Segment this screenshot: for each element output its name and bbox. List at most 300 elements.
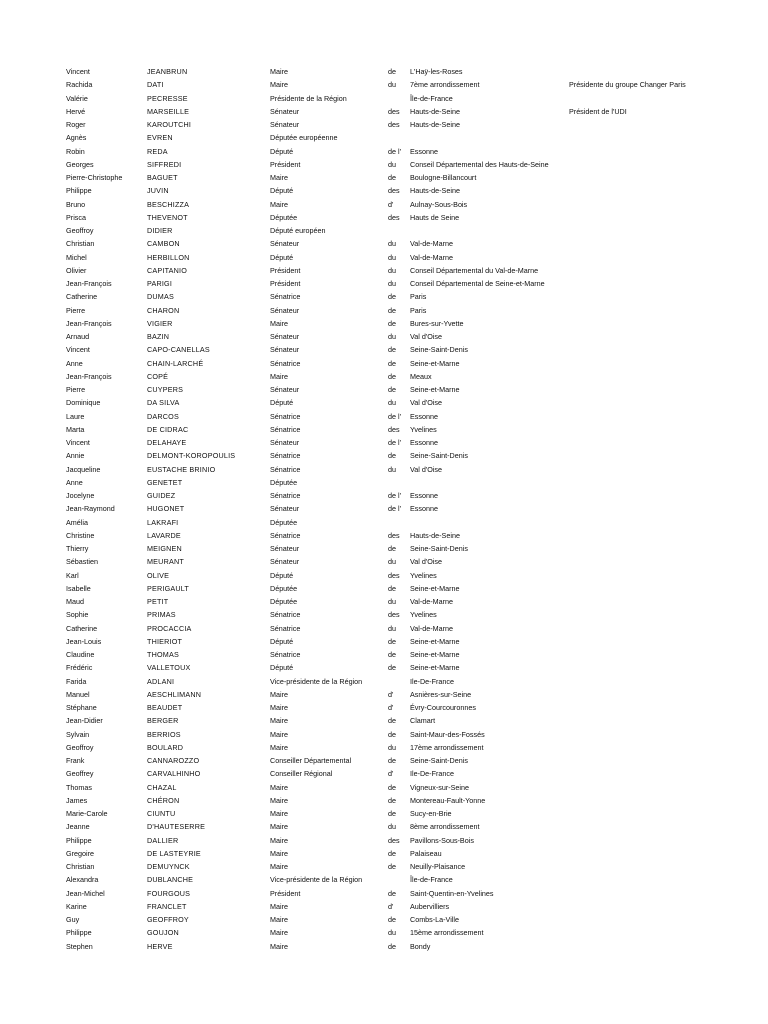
list-row: [0, 410, 768, 423]
role-cell: Député: [270, 252, 294, 262]
list-row: [0, 304, 768, 317]
last-name-cell: VALLETOUX: [147, 663, 191, 673]
place-cell: Bures-sur-Yvette: [410, 318, 464, 328]
place-cell: Vigneux-sur-Seine: [410, 782, 469, 792]
last-name-cell: DUBLANCHE: [147, 875, 194, 885]
role-cell: Député: [270, 186, 294, 196]
preposition-cell: de: [388, 782, 396, 792]
preposition-cell: des: [388, 120, 400, 129]
list-row: [0, 767, 768, 780]
role-cell: Président: [270, 265, 301, 275]
role-cell: Sénatrice: [270, 424, 301, 434]
role-cell: Présidente de la Région: [270, 93, 347, 103]
place-cell: Essonne: [410, 438, 438, 447]
preposition-cell: du: [388, 265, 396, 275]
last-name-cell: REDA: [147, 146, 168, 156]
extra-title-cell: Président de l'UDI: [569, 106, 627, 116]
preposition-cell: du: [388, 928, 396, 938]
place-cell: Val-de-Marne: [410, 623, 454, 633]
place-cell: Saint-Quentin-en-Yvelines: [410, 888, 494, 898]
list-row: [0, 714, 768, 727]
list-row: [0, 582, 768, 595]
first-name-cell: Prisca: [66, 212, 86, 222]
role-cell: Député: [270, 146, 294, 156]
preposition-cell: de: [388, 173, 396, 182]
last-name-cell: THIERIOT: [147, 636, 183, 646]
list-row: [0, 330, 768, 343]
place-cell: Ile-De-France: [410, 676, 454, 686]
last-name-cell: CANNAROZZO: [147, 756, 200, 765]
last-name-cell: DEMUYNCK: [147, 862, 190, 871]
role-cell: Député: [270, 663, 294, 673]
list-row: [0, 78, 768, 91]
last-name-cell: MEIGNEN: [147, 544, 182, 553]
last-name-cell: CHÉRON: [147, 795, 180, 805]
first-name-cell: Christian: [66, 862, 95, 871]
preposition-cell: du: [388, 464, 396, 474]
preposition-cell: de l': [388, 146, 401, 156]
last-name-cell: HERVE: [147, 941, 173, 951]
list-row: [0, 648, 768, 661]
preposition-cell: du: [388, 279, 396, 288]
first-name-cell: James: [66, 795, 88, 805]
place-cell: Val d'Oise: [410, 332, 442, 341]
last-name-cell: THEVENOT: [147, 212, 188, 222]
first-name-cell: Jean-François: [66, 279, 112, 288]
first-name-cell: Catherine: [66, 623, 98, 633]
place-cell: Pavillons-Sous-Bois: [410, 835, 474, 845]
place-cell: Val-de-Marne: [410, 597, 454, 606]
role-cell: Sénateur: [270, 345, 300, 355]
preposition-cell: du: [388, 623, 396, 633]
list-row: [0, 449, 768, 462]
preposition-cell: du: [388, 80, 396, 90]
last-name-cell: DA SILVA: [147, 398, 180, 408]
role-cell: Sénatrice: [270, 610, 301, 620]
first-name-cell: Vincent: [66, 345, 90, 355]
list-row: [0, 396, 768, 409]
list-row: [0, 476, 768, 489]
preposition-cell: de: [388, 729, 396, 739]
place-cell: 15ème arrondissement: [410, 928, 484, 938]
list-row: [0, 277, 768, 290]
list-row: [0, 436, 768, 449]
place-cell: Paris: [410, 305, 427, 315]
list-row: [0, 251, 768, 264]
last-name-cell: GUIDEZ: [147, 491, 176, 500]
preposition-cell: d': [388, 901, 394, 911]
first-name-cell: Olivier: [66, 265, 87, 275]
list-row: [0, 675, 768, 688]
list-row: [0, 423, 768, 436]
list-row: [0, 516, 768, 529]
last-name-cell: PARIGI: [147, 279, 173, 288]
last-name-cell: D'HAUTESERRE: [147, 822, 206, 832]
list-row: [0, 290, 768, 303]
first-name-cell: Jean-François: [66, 318, 112, 328]
first-name-cell: Roger: [66, 120, 86, 129]
last-name-cell: LAVARDE: [147, 530, 181, 540]
list-row: [0, 701, 768, 714]
last-name-cell: CUYPERS: [147, 385, 184, 394]
list-row: [0, 463, 768, 476]
first-name-cell: Philippe: [66, 186, 92, 196]
first-name-cell: Michel: [66, 252, 87, 262]
place-cell: Meaux: [410, 371, 432, 381]
last-name-cell: PROCACCIA: [147, 623, 192, 633]
preposition-cell: de: [388, 862, 396, 871]
list-row: [0, 555, 768, 568]
last-name-cell: DELAHAYE: [147, 438, 187, 447]
first-name-cell: Maud: [66, 597, 84, 606]
role-cell: Sénateur: [270, 557, 300, 567]
place-cell: Aulnay-Sous-Bois: [410, 199, 468, 209]
first-name-cell: Thomas: [66, 782, 92, 792]
role-cell: Maire: [270, 941, 288, 951]
first-name-cell: Christian: [66, 239, 95, 249]
place-cell: Seine-Saint-Denis: [410, 451, 468, 461]
place-cell: Saint-Maur-des-Fossés: [410, 729, 485, 739]
list-row: [0, 370, 768, 383]
last-name-cell: OLIVE: [147, 570, 170, 580]
last-name-cell: DUMAS: [147, 292, 174, 302]
last-name-cell: ADLANI: [147, 676, 175, 686]
first-name-cell: Agnès: [66, 133, 87, 143]
list-row: [0, 807, 768, 820]
place-cell: Val d'Oise: [410, 464, 442, 474]
preposition-cell: de: [388, 305, 396, 315]
first-name-cell: Robin: [66, 146, 85, 156]
role-cell: Maire: [270, 809, 288, 818]
preposition-cell: des: [388, 212, 400, 222]
list-row: [0, 171, 768, 184]
list-row: [0, 105, 768, 118]
preposition-cell: de: [388, 848, 396, 858]
place-cell: Conseil Départemental du Val-de-Marne: [410, 265, 539, 275]
list-row: [0, 741, 768, 754]
role-cell: Sénatrice: [270, 623, 301, 633]
role-cell: Maire: [270, 835, 288, 845]
last-name-cell: DIDIER: [147, 226, 173, 235]
first-name-cell: Philippe: [66, 928, 92, 938]
list-row: [0, 754, 768, 767]
list-row: [0, 900, 768, 913]
list-row: [0, 198, 768, 211]
place-cell: Seine-et-Marne: [410, 385, 460, 394]
role-cell: Maire: [270, 795, 288, 805]
place-cell: Bondy: [410, 941, 431, 951]
place-cell: Yvelines: [410, 570, 437, 580]
first-name-cell: Christine: [66, 530, 95, 540]
role-cell: Sénatrice: [270, 491, 301, 500]
role-cell: Sénatrice: [270, 411, 301, 421]
last-name-cell: CHARON: [147, 305, 180, 315]
role-cell: Maire: [270, 848, 288, 858]
list-row: [0, 622, 768, 635]
preposition-cell: de: [388, 292, 396, 302]
last-name-cell: DE LASTEYRIE: [147, 848, 201, 858]
place-cell: Sucy-en-Brie: [410, 809, 452, 818]
preposition-cell: de: [388, 358, 396, 368]
place-cell: Boulogne-Billancourt: [410, 173, 477, 182]
preposition-cell: d': [388, 199, 394, 209]
last-name-cell: BOULARD: [147, 742, 184, 752]
role-cell: Sénateur: [270, 438, 300, 447]
role-cell: Députée: [270, 597, 298, 606]
place-cell: 8ème arrondissement: [410, 822, 480, 832]
first-name-cell: Marie-Carole: [66, 809, 108, 818]
last-name-cell: FRANCLET: [147, 901, 187, 911]
preposition-cell: de: [388, 345, 396, 355]
preposition-cell: de l': [388, 504, 401, 514]
preposition-cell: de: [388, 451, 396, 461]
last-name-cell: BAZIN: [147, 332, 170, 341]
role-cell: Député: [270, 398, 294, 408]
preposition-cell: de: [388, 371, 396, 381]
first-name-cell: Catherine: [66, 292, 98, 302]
preposition-cell: de: [388, 636, 396, 646]
first-name-cell: Sébastien: [66, 557, 98, 567]
first-name-cell: Frédéric: [66, 663, 93, 673]
place-cell: Neuilly-Plaisance: [410, 862, 466, 871]
preposition-cell: du: [388, 597, 396, 606]
first-name-cell: Stéphane: [66, 703, 97, 712]
list-row: [0, 781, 768, 794]
last-name-cell: PECRESSE: [147, 93, 188, 103]
first-name-cell: Hervé: [66, 106, 86, 116]
list-row: [0, 887, 768, 900]
list-row: [0, 184, 768, 197]
place-cell: Hauts de Seine: [410, 212, 460, 222]
first-name-cell: Arnaud: [66, 332, 90, 341]
preposition-cell: de: [388, 809, 396, 818]
list-row: [0, 489, 768, 502]
list-row: [0, 118, 768, 131]
last-name-cell: DARCOS: [147, 411, 179, 421]
preposition-cell: de: [388, 318, 396, 328]
role-cell: Sénatrice: [270, 358, 301, 368]
preposition-cell: de: [388, 544, 396, 553]
first-name-cell: Pierre: [66, 305, 86, 315]
first-name-cell: Jean-Michel: [66, 888, 105, 898]
role-cell: Sénatrice: [270, 464, 301, 474]
list-row: [0, 794, 768, 807]
preposition-cell: de: [388, 915, 396, 924]
first-name-cell: Sylvain: [66, 729, 90, 739]
role-cell: Sénateur: [270, 120, 300, 129]
first-name-cell: Dominique: [66, 398, 101, 408]
place-cell: Val d'Oise: [410, 557, 442, 567]
last-name-cell: DALLIER: [147, 835, 179, 845]
place-cell: Essonne: [410, 491, 438, 500]
role-cell: Députée: [270, 477, 298, 487]
first-name-cell: Vincent: [66, 438, 90, 447]
role-cell: Vice-présidente de la Région: [270, 676, 363, 686]
role-cell: Maire: [270, 782, 288, 792]
list-row: [0, 92, 768, 105]
officials-list: [0, 65, 768, 953]
first-name-cell: Alexandra: [66, 875, 99, 885]
role-cell: Sénateur: [270, 239, 300, 249]
preposition-cell: de: [388, 583, 396, 593]
preposition-cell: d': [388, 689, 394, 699]
last-name-cell: BESCHIZZA: [147, 199, 190, 209]
preposition-cell: du: [388, 332, 396, 341]
role-cell: Maire: [270, 318, 288, 328]
preposition-cell: du: [388, 742, 396, 752]
list-row: [0, 595, 768, 608]
first-name-cell: Vincent: [66, 67, 90, 76]
list-row: [0, 834, 768, 847]
last-name-cell: PETIT: [147, 597, 169, 606]
last-name-cell: BERRIOS: [147, 729, 181, 739]
preposition-cell: d': [388, 769, 394, 779]
place-cell: Val-de-Marne: [410, 239, 454, 249]
extra-title-cell: Présidente du groupe Changer Paris: [569, 80, 686, 90]
preposition-cell: de l': [388, 438, 401, 447]
first-name-cell: Guy: [66, 915, 80, 924]
place-cell: Hauts-de-Seine: [410, 120, 460, 129]
list-row: [0, 357, 768, 370]
preposition-cell: du: [388, 252, 396, 262]
role-cell: Vice-présidente de la Région: [270, 875, 363, 885]
list-row: [0, 158, 768, 171]
place-cell: Val d'Oise: [410, 398, 442, 408]
last-name-cell: MEURANT: [147, 557, 184, 567]
first-name-cell: Jean-François: [66, 371, 112, 381]
first-name-cell: Jacqueline: [66, 464, 101, 474]
place-cell: Seine-et-Marne: [410, 650, 460, 659]
role-cell: Maire: [270, 901, 288, 911]
last-name-cell: GOUJON: [147, 928, 179, 938]
first-name-cell: Jeanne: [66, 822, 90, 832]
role-cell: Sénateur: [270, 106, 300, 116]
list-row: [0, 569, 768, 582]
preposition-cell: du: [388, 159, 396, 169]
list-row: [0, 131, 768, 144]
first-name-cell: Manuel: [66, 689, 90, 699]
last-name-cell: CHAIN-LARCHÉ: [147, 358, 204, 368]
list-row: [0, 264, 768, 277]
last-name-cell: COPÉ: [147, 371, 169, 381]
list-row: [0, 145, 768, 158]
place-cell: Île-de-France: [410, 875, 453, 885]
preposition-cell: de l': [388, 411, 401, 421]
list-row: [0, 860, 768, 873]
role-cell: Sénatrice: [270, 451, 301, 461]
preposition-cell: de: [388, 385, 396, 394]
last-name-cell: THOMAS: [147, 650, 179, 659]
place-cell: Essonne: [410, 411, 438, 421]
role-cell: Député: [270, 636, 294, 646]
role-cell: Sénateur: [270, 305, 300, 315]
preposition-cell: de: [388, 663, 396, 673]
place-cell: Seine-et-Marne: [410, 636, 460, 646]
place-cell: Île-de-France: [410, 93, 453, 103]
first-name-cell: Sophie: [66, 610, 89, 620]
preposition-cell: de: [388, 888, 396, 898]
last-name-cell: FOURGOUS: [147, 888, 191, 898]
preposition-cell: du: [388, 239, 396, 249]
list-row: [0, 926, 768, 939]
role-cell: Sénateur: [270, 504, 300, 514]
list-row: [0, 65, 768, 78]
place-cell: Seine-Saint-Denis: [410, 345, 468, 355]
role-cell: Maire: [270, 199, 288, 209]
role-cell: Député: [270, 570, 294, 580]
first-name-cell: Amélia: [66, 517, 88, 527]
first-name-cell: Karine: [66, 901, 87, 911]
first-name-cell: Gregoire: [66, 848, 94, 858]
last-name-cell: CAPITANIO: [147, 265, 188, 275]
list-row: [0, 847, 768, 860]
preposition-cell: de: [388, 650, 396, 659]
first-name-cell: Frank: [66, 756, 85, 765]
role-cell: Député européen: [270, 226, 326, 235]
place-cell: Clamart: [410, 716, 436, 726]
list-row: [0, 542, 768, 555]
last-name-cell: PRIMAS: [147, 610, 176, 620]
role-cell: Maire: [270, 371, 288, 381]
preposition-cell: de: [388, 716, 396, 726]
place-cell: Conseil Départemental des Hauts-de-Seine: [410, 159, 549, 169]
last-name-cell: PERIGAULT: [147, 583, 190, 593]
last-name-cell: LAKRAFI: [147, 517, 179, 527]
place-cell: Seine-Saint-Denis: [410, 756, 468, 765]
preposition-cell: des: [388, 186, 400, 196]
place-cell: Yvelines: [410, 610, 437, 620]
role-cell: Conseiller Régional: [270, 769, 333, 779]
last-name-cell: BERGER: [147, 716, 179, 726]
first-name-cell: Annie: [66, 451, 85, 461]
first-name-cell: Claudine: [66, 650, 95, 659]
first-name-cell: Pierre: [66, 385, 86, 394]
place-cell: Seine-et-Marne: [410, 358, 460, 368]
role-cell: Maire: [270, 67, 288, 76]
last-name-cell: HERBILLON: [147, 252, 190, 262]
preposition-cell: du: [388, 398, 396, 408]
list-row: [0, 940, 768, 953]
role-cell: Sénateur: [270, 332, 300, 341]
list-row: [0, 688, 768, 701]
role-cell: Sénateur: [270, 385, 300, 394]
first-name-cell: Geoffroy: [66, 226, 94, 235]
list-row: [0, 635, 768, 648]
last-name-cell: CAMBON: [147, 239, 180, 249]
list-row: [0, 343, 768, 356]
last-name-cell: JEANBRUN: [147, 67, 188, 76]
role-cell: Sénatrice: [270, 530, 301, 540]
first-name-cell: Farida: [66, 676, 87, 686]
preposition-cell: du: [388, 822, 396, 832]
place-cell: Essonne: [410, 504, 438, 514]
list-row: [0, 661, 768, 674]
place-cell: Ile-De-France: [410, 769, 454, 779]
last-name-cell: BAGUET: [147, 173, 178, 182]
last-name-cell: JUVIN: [147, 186, 169, 196]
role-cell: Sénatrice: [270, 650, 301, 659]
last-name-cell: EUSTACHE BRINIO: [147, 464, 216, 474]
first-name-cell: Rachida: [66, 80, 93, 90]
first-name-cell: Jean-Raymond: [66, 504, 115, 514]
list-row: [0, 502, 768, 515]
last-name-cell: MARSEILLE: [147, 106, 190, 116]
last-name-cell: EVREN: [147, 133, 173, 143]
place-cell: Combs-La-Ville: [410, 915, 459, 924]
place-cell: L'Haÿ-les-Roses: [410, 67, 463, 76]
place-cell: Seine-et-Marne: [410, 583, 460, 593]
role-cell: Président: [270, 159, 301, 169]
